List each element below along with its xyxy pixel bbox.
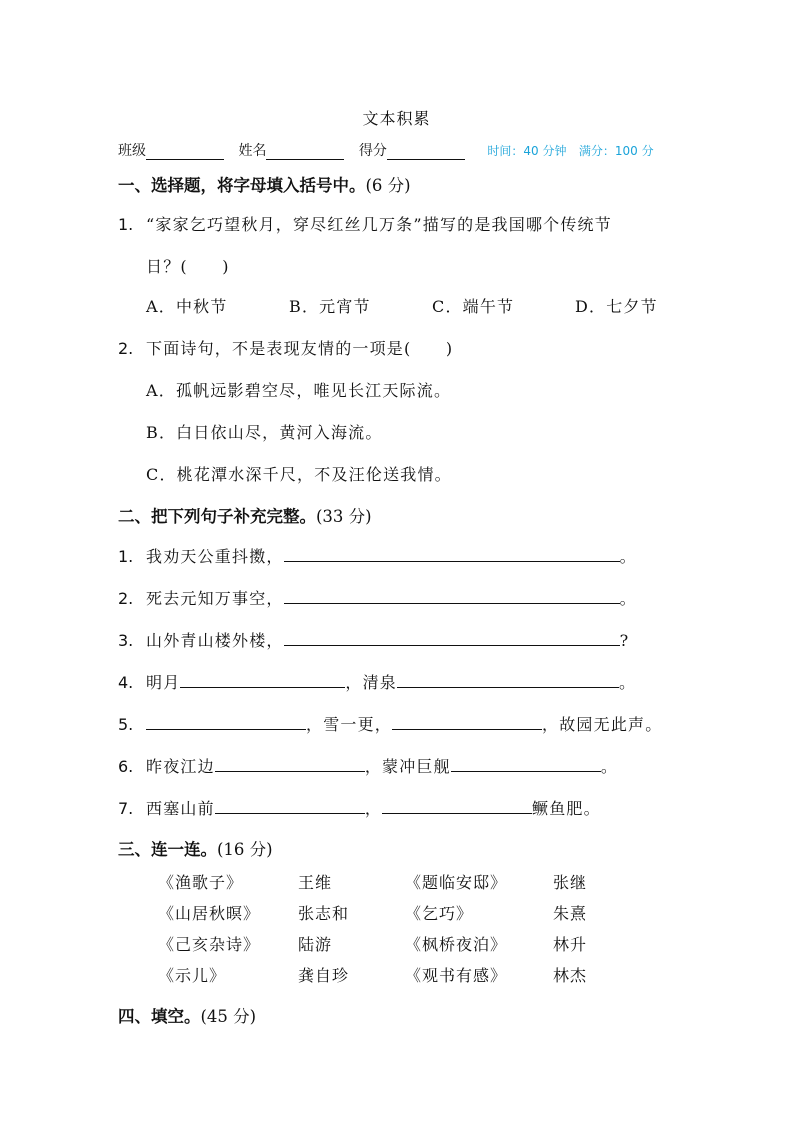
item-text: ，: [364, 799, 383, 818]
item-number: 1.: [118, 547, 134, 566]
fill-item-4: [118, 670, 636, 693]
item-end: ，故园无此声。: [542, 715, 663, 734]
answer-blank[interactable]: [397, 671, 619, 688]
fill-item-6: [118, 754, 618, 777]
section-4-heading: [118, 1003, 256, 1027]
q1-option-b[interactable]: B．元宵节: [289, 297, 371, 316]
question-text: 下面诗句，不是表现友情的一项是( ): [146, 339, 454, 358]
name-label: 姓名: [238, 143, 267, 159]
q2-option-c[interactable]: C．桃花潭水深千尺，不及汪伦送我情。: [146, 465, 452, 484]
time-info: 时间：40 分钟: [487, 144, 567, 158]
answer-blank[interactable]: [451, 755, 601, 772]
score-label: 得分: [358, 143, 387, 159]
item-text: 我劝天公重抖擞，: [146, 547, 284, 566]
class-blank[interactable]: [146, 144, 224, 160]
item-number: 2.: [118, 589, 134, 608]
section-1-title: 一、选择题，将字母填入括号中。: [118, 176, 366, 195]
item-end: 鳜鱼肥。: [532, 799, 601, 818]
item-text: 明月: [146, 673, 181, 692]
student-info-row: [118, 140, 654, 160]
fill-item-3: [118, 628, 629, 651]
match-author-r1c4[interactable]: 张继: [553, 873, 588, 892]
match-author-r2c4[interactable]: 朱熹: [553, 904, 588, 923]
match-work-r1c1[interactable]: 《渔歌子》: [158, 873, 244, 892]
section-1-points: (6 分): [365, 176, 411, 195]
answer-blank[interactable]: [382, 797, 532, 814]
item-text: ，清泉: [345, 673, 398, 692]
fill-item-5: [118, 712, 662, 735]
section-2-title: 二、把下列句子补充完整。: [118, 507, 316, 526]
fill-item-7: [118, 796, 601, 819]
item-text: ，雪一更，: [306, 715, 393, 734]
item-end: 。: [600, 757, 619, 776]
match-work-r1c3[interactable]: 《题临安邸》: [405, 873, 508, 892]
section-2-heading: [118, 503, 372, 527]
match-work-r2c1[interactable]: 《山居秋暝》: [158, 904, 261, 923]
item-end: 。: [619, 547, 637, 566]
section-1-heading: [118, 172, 411, 196]
item-text: 山外青山楼外楼，: [146, 631, 284, 650]
answer-blank[interactable]: [215, 755, 365, 772]
item-end: 。: [619, 589, 637, 608]
match-author-r1c2[interactable]: 王维: [298, 873, 333, 892]
question-text: “家家乞巧望秋月，穿尽红丝几万条”描写的是我国哪个传统节: [146, 215, 612, 234]
answer-blank[interactable]: [284, 587, 620, 604]
section-4-title: 四、填空。: [118, 1007, 201, 1026]
item-text: 昨夜江边: [146, 757, 215, 776]
match-author-r3c4[interactable]: 林升: [553, 935, 588, 954]
score-blank[interactable]: [387, 144, 465, 160]
item-number: 5.: [118, 715, 134, 734]
q1-option-a[interactable]: A．中秋节: [146, 297, 228, 316]
match-work-r3c3[interactable]: 《枫桥夜泊》: [405, 935, 508, 954]
q2-option-a[interactable]: A．孤帆远影碧空尽，唯见长江天际流。: [146, 381, 452, 400]
question-1: [118, 212, 612, 235]
item-end: 。: [619, 673, 637, 692]
q2-option-b[interactable]: B．白日依山尽，黄河入海流。: [146, 423, 383, 442]
section-3-title: 三、连一连。: [118, 840, 217, 859]
section-3-heading: [118, 836, 273, 860]
name-blank[interactable]: [266, 144, 344, 160]
fill-item-2: [118, 586, 637, 609]
answer-blank[interactable]: [180, 671, 345, 688]
question-2: [118, 336, 453, 359]
match-work-r3c1[interactable]: 《己亥杂诗》: [158, 935, 261, 954]
fill-item-1: [118, 544, 637, 567]
section-3-points: (16 分): [217, 840, 273, 859]
match-author-r3c2[interactable]: 陆游: [298, 935, 333, 954]
question-number: 2.: [118, 339, 134, 358]
item-number: 4.: [118, 673, 134, 692]
section-2-points: (33 分): [316, 507, 372, 526]
match-work-r2c3[interactable]: 《乞巧》: [405, 904, 474, 923]
question-number: 1.: [118, 215, 134, 234]
class-label: 班级: [118, 143, 146, 159]
answer-blank[interactable]: [284, 545, 620, 562]
question-1-continued: 日？( ): [146, 257, 230, 276]
match-work-r4c3[interactable]: 《观书有感》: [405, 966, 508, 985]
item-text: 西塞山前: [146, 799, 215, 818]
q1-option-d[interactable]: D．七夕节: [575, 297, 658, 316]
item-number: 6.: [118, 757, 134, 776]
item-number: 3.: [118, 631, 134, 650]
section-4-points: (45 分): [200, 1007, 257, 1026]
match-author-r4c2[interactable]: 龚自珍: [298, 966, 350, 985]
item-text: 死去元知万事空，: [146, 589, 284, 608]
item-end: ?: [619, 631, 630, 650]
item-number: 7.: [118, 799, 134, 818]
answer-blank[interactable]: [215, 797, 365, 814]
match-author-r4c4[interactable]: 林杰: [553, 966, 588, 985]
page-title: 文本积累: [362, 109, 431, 128]
match-author-r2c2[interactable]: 张志和: [298, 904, 350, 923]
item-text: ，蒙冲巨舰: [364, 757, 451, 776]
full-score-info: 满分：100 分: [578, 144, 654, 158]
answer-blank[interactable]: [284, 629, 620, 646]
match-work-r4c1[interactable]: 《示儿》: [158, 966, 227, 985]
answer-blank[interactable]: [146, 713, 306, 730]
q1-option-c[interactable]: C．端午节: [432, 297, 515, 316]
answer-blank[interactable]: [392, 713, 542, 730]
